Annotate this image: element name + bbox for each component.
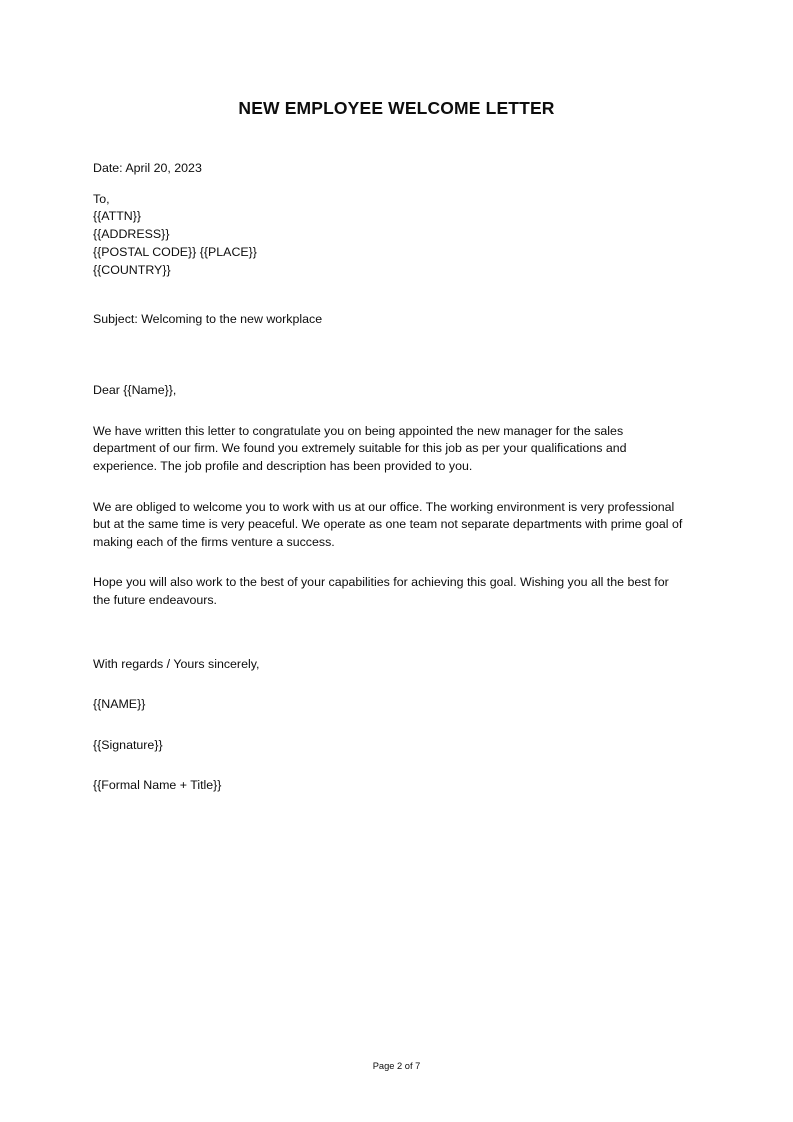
letter-body bbox=[93, 160, 683, 795]
salutation-line: Dear {{Name}}, bbox=[93, 383, 177, 398]
page-title: NEW EMPLOYEE WELCOME LETTER bbox=[238, 98, 555, 118]
signature-placeholder-field: {{Signature}} bbox=[93, 737, 163, 752]
body-paragraph-3: Hope you will also work to the best of your capabilities for achieving this goal. Wishing you all the best for the future endeavours. bbox=[93, 575, 669, 607]
signature-formal-name-title-field: {{Formal Name + Title}} bbox=[93, 778, 222, 793]
body-paragraph-2: We are obliged to welcome you to work with us at our office. The working environment is very professional but at the same time is very peaceful. We operate as one team not separate departments with prime goal of making each of the firms venture a success. bbox=[93, 499, 683, 549]
page-footer: Page 2 of 7 bbox=[372, 1061, 421, 1071]
recipient-address-field: {{ADDRESS}} bbox=[93, 227, 170, 242]
subject-line: Subject: Welcoming to the new workplace bbox=[93, 311, 323, 326]
date-line: Date: April 20, 2023 bbox=[93, 161, 202, 175]
recipient-attn-field: {{ATTN}} bbox=[93, 209, 141, 224]
recipient-address-block bbox=[93, 191, 683, 280]
signature-name-field: {{NAME}} bbox=[93, 697, 146, 712]
body-paragraph-1: We have written this letter to congratulate you on being appointed the new manager for the sales department of our firm. We found you extremely suitable for this job as per your qualifications and experience. The job profile and description has been provided to you. bbox=[93, 423, 627, 473]
closing-line: With regards / Yours sincerely, bbox=[93, 656, 260, 671]
recipient-to-label: To, bbox=[93, 191, 110, 206]
recipient-postal-place-field: {{POSTAL CODE}} {{PLACE}} bbox=[93, 244, 257, 259]
recipient-country-field: {{COUNTRY}} bbox=[93, 262, 171, 277]
